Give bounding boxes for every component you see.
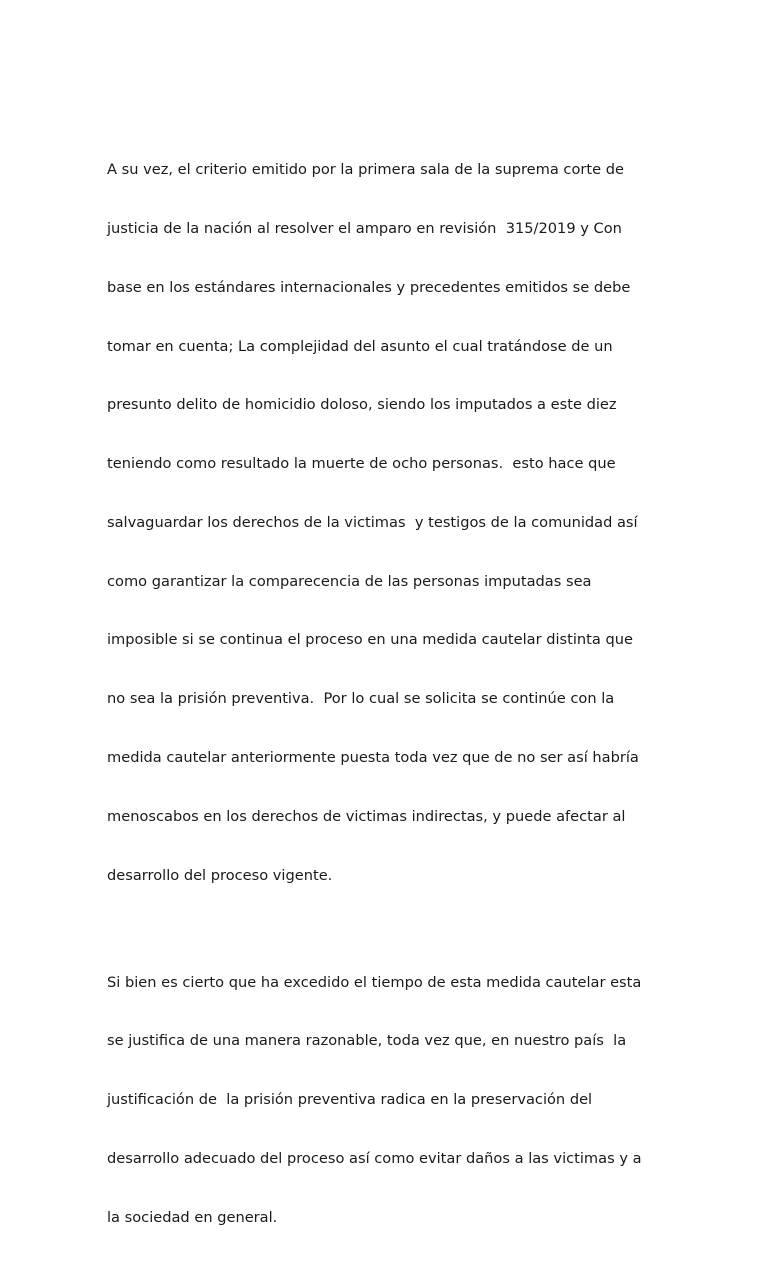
text-line: medida cautelar anteriormente puesta toda vez que de no ser así habría [107, 749, 639, 766]
text-line: salvaguardar los derechos de la victimas y testigos de la comunidad así [107, 513, 638, 531]
text-line: se justifica de una manera razonable, toda vez que, en nuestro país la [107, 1032, 627, 1050]
text-line: desarrollo adecuado del proceso así como evitar daños a las victimas y a [107, 1149, 642, 1167]
text-line: tomar en cuenta; La complejidad del asunto el cual tratándose de un [107, 337, 613, 355]
text-line: imposible si se continua el proceso en una medida cautelar distinta que [107, 631, 633, 649]
text-line: justificación de la prisión preventiva radica en la preservación del [107, 1091, 593, 1109]
text-line: base en los estándares internacionales y precedentes emitidos se debe [107, 278, 631, 296]
text-line: Si bien es cierto que ha excedido el tiempo de esta medida cautelar esta [107, 973, 642, 991]
document-body [107, 121, 667, 1275]
text-line: como garantizar la comparecencia de las personas imputadas sea [107, 572, 592, 590]
text-line: menoscabos en los derechos de victimas indirectas, y puede afectar al [107, 807, 626, 825]
text-line: A su vez, el criterio emitido por la primera sala de la suprema corte de [107, 161, 624, 179]
text-line: la sociedad en general. [107, 1208, 278, 1226]
text-line: presunto delito de homicidio doloso, siendo los imputados a este diez [107, 396, 617, 414]
text-line: no sea la prisión preventiva. Por lo cual se solicita se continúe con la [107, 690, 615, 708]
text-line: justicia de la nación al resolver el amparo en revisión 315/2019 y Con [107, 219, 622, 237]
text-line: teniendo como resultado la muerte de ocho personas. esto hace que [107, 455, 616, 473]
paragraph-2 [107, 933, 667, 1266]
paragraph-1 [107, 121, 667, 924]
text-line: desarrollo del proceso vigente. [107, 866, 333, 884]
